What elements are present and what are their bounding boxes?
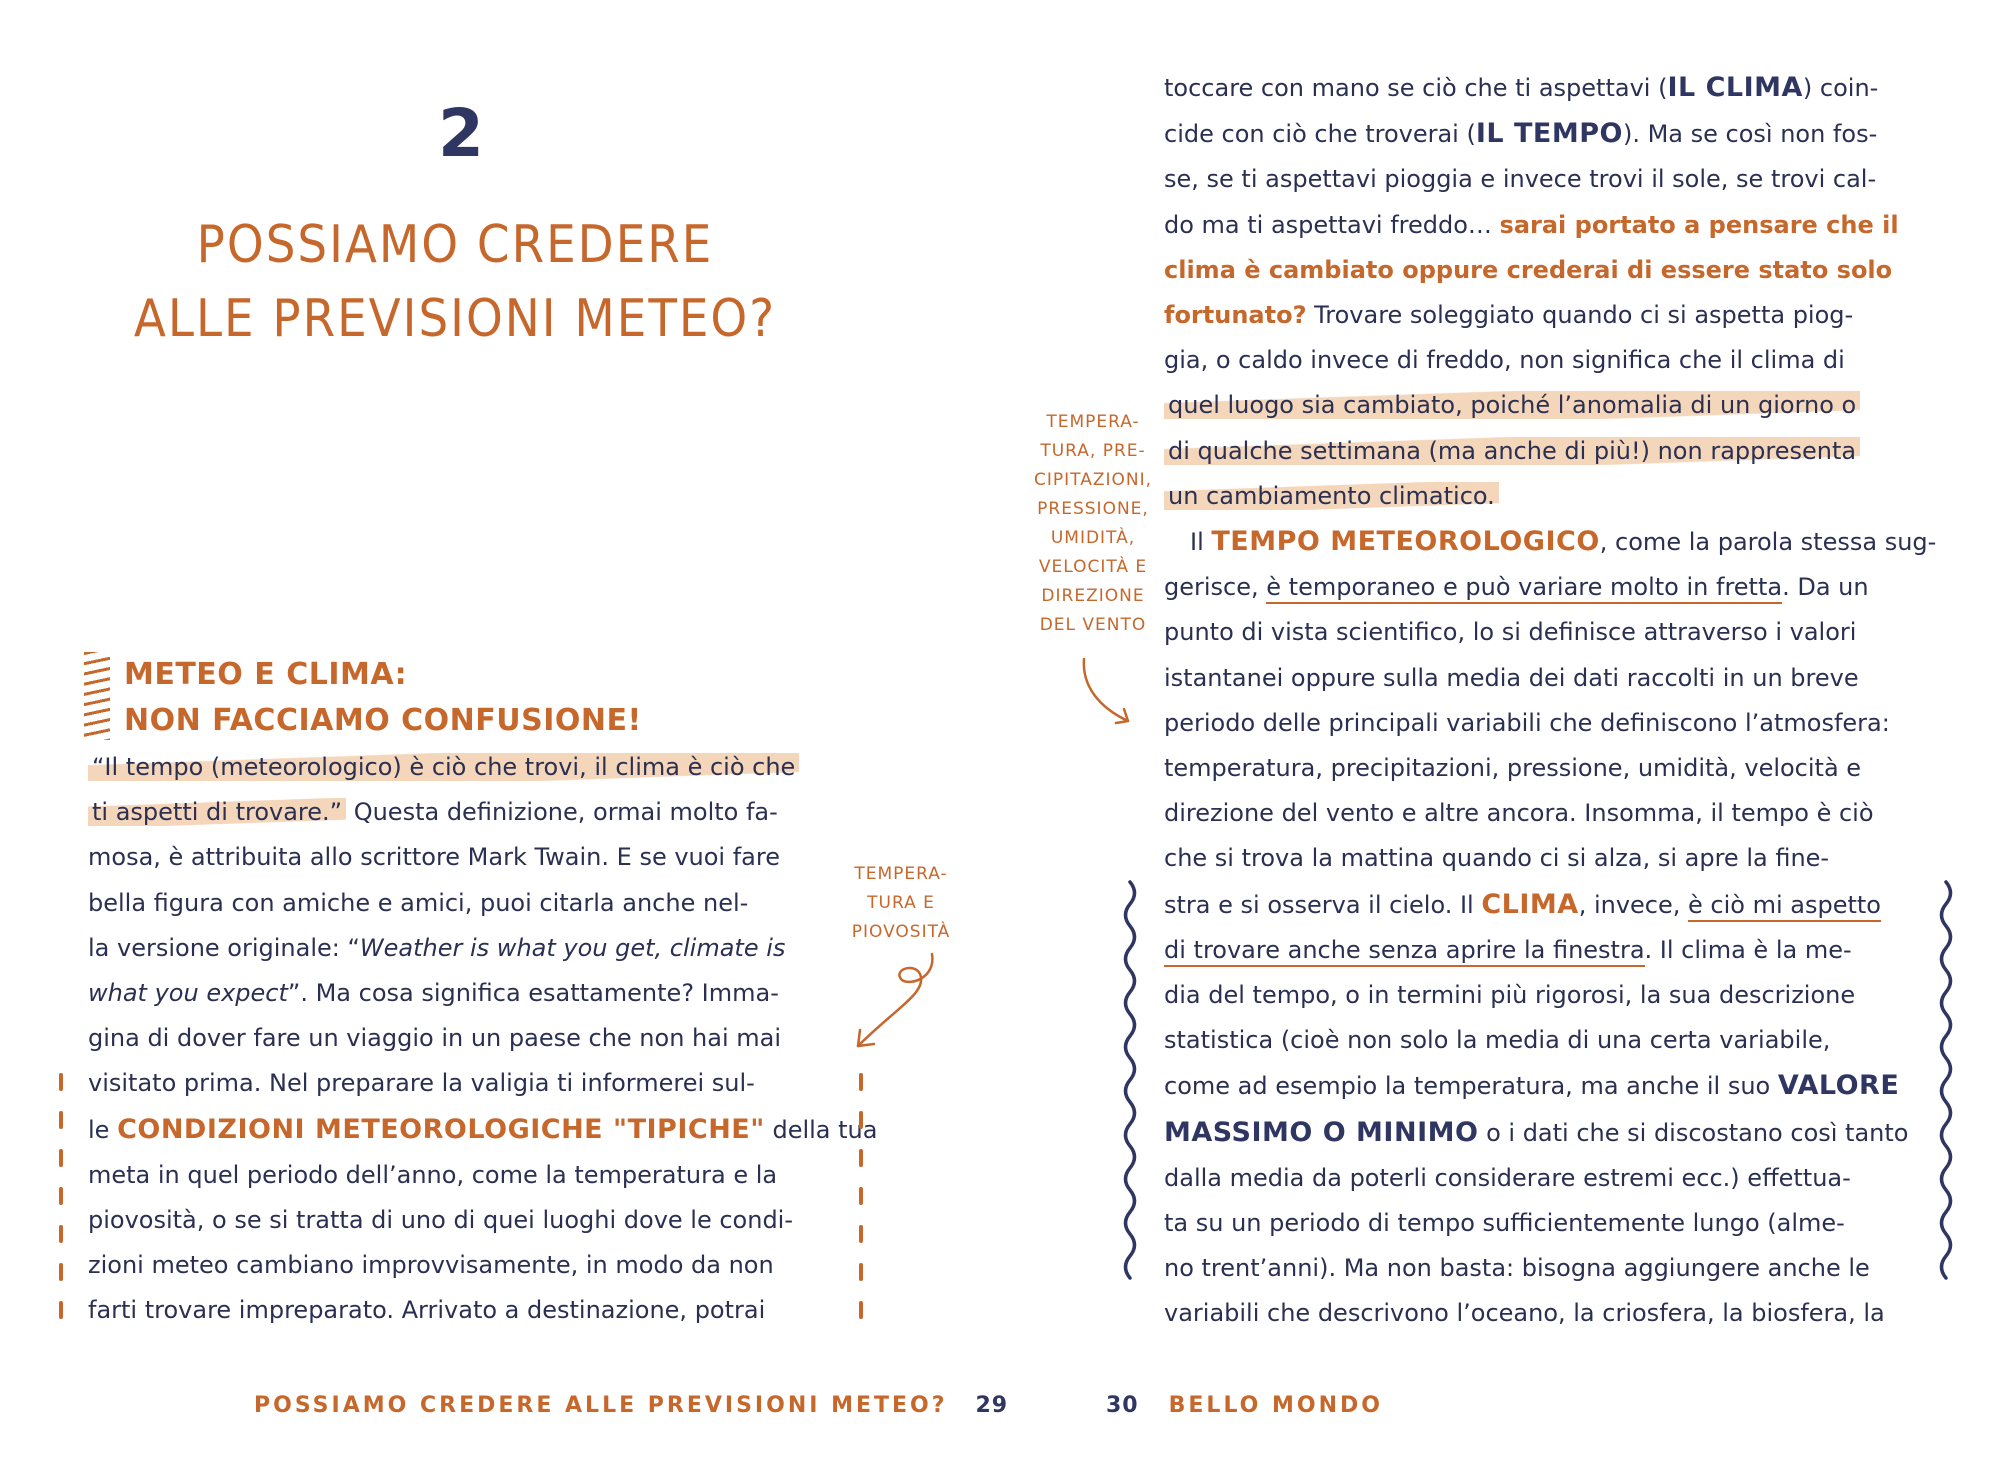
right-wavy-line — [1936, 880, 1956, 1290]
body-line: ta su un periodo di tempo sufficientemente lungo (alme- — [1164, 1209, 1845, 1238]
body-line — [1164, 474, 1910, 519]
right-page — [1000, 0, 2000, 1460]
body-text-span: . Il clima è la me- — [1644, 935, 1852, 964]
bold-emphasis: fortunato? — [1164, 301, 1307, 330]
highlighted-text: quel luogo sia cambiato, poiché l’anomalia di un giorno o — [1164, 391, 1860, 419]
body-line — [1164, 565, 1910, 610]
body-text-span: toccare con mano se ciò che ti aspettavi ( — [1164, 74, 1668, 102]
body-line: zioni meteo cambiano improvvisamente, in modo da non — [88, 1251, 774, 1280]
body-text-span: o i dati che si discostano così tanto — [1478, 1118, 1909, 1147]
left-wavy-line — [1120, 880, 1140, 1290]
marginal-note-line: PIOVOSITÀ — [851, 922, 951, 942]
body-line — [88, 926, 830, 971]
body-line — [1164, 383, 1910, 428]
footer-title: POSSIAMO CREDERE ALLE PREVISIONI METEO? — [254, 1393, 948, 1418]
body-line — [1164, 1110, 1910, 1156]
marginal-note-line: TURA E — [867, 893, 935, 913]
keyword-il-clima: IL CLIMA — [1667, 72, 1803, 103]
left-dashed-margin-line — [55, 1075, 67, 1335]
left-footer — [254, 1393, 1008, 1418]
body-text-span: , invece, — [1578, 890, 1689, 919]
body-line: istantanei oppure sulla media dei dati raccolti in un breve — [1164, 663, 1859, 692]
body-line: punto di vista scientifico, lo si definisce attraverso i valori — [1164, 618, 1857, 647]
marginal-note-variabili-atmosfera — [1030, 408, 1156, 640]
highlighted-quote: “Il tempo (meteorologico) è ciò che trovi, il clima è ciò che — [88, 753, 799, 781]
body-line — [1164, 928, 1910, 973]
underlined-text: di trovare anche senza aprire la finestra — [1164, 936, 1645, 967]
body-text-span: le — [88, 1115, 118, 1144]
body-text-span: gerisce, — [1164, 573, 1267, 602]
body-line: statistica (cioè non solo la media di una certa variabile, — [1164, 1026, 1831, 1055]
section-heading-line-1: METEO E CLIMA: — [124, 657, 408, 692]
section-hatch-mark — [84, 652, 110, 740]
left-body-text — [88, 745, 878, 1334]
body-text-span: come ad esempio la temperatura, ma anche il suo — [1164, 1072, 1778, 1101]
body-line: gia, o caldo invece di freddo, non significa che il clima di — [1164, 346, 1845, 375]
highlighted-text: un cambiamento climatico. — [1164, 482, 1499, 510]
body-text-span: Il — [1190, 528, 1212, 557]
highlighted-quote: ti aspetti di trovare.” — [88, 798, 346, 826]
body-line: visitato prima. Nel preparare la valigia ti informerei sul- — [88, 1069, 755, 1098]
body-text-span: Questa definizione, ormai molto fa- — [346, 798, 778, 827]
english-quote: Weather is what you get, climate is — [359, 933, 786, 962]
body-text-span: , come la parola stessa sug- — [1599, 528, 1937, 557]
body-text-span: stra e si osserva il cielo. Il — [1164, 890, 1482, 919]
body-text-span: ). Ma se così non fos- — [1622, 120, 1878, 149]
chapter-title — [100, 208, 810, 356]
right-footer — [1106, 1393, 1383, 1418]
body-line — [1164, 429, 1910, 474]
page-number: 29 — [975, 1393, 1009, 1418]
body-text-span: do ma ti aspettavi freddo… — [1164, 210, 1500, 239]
keyword-massimo-minimo: MASSIMO O MINIMO — [1164, 1116, 1479, 1148]
right-dashed-margin-line — [855, 1075, 867, 1335]
body-line: che si trova la mattina quando ci si alza, si apre la fine- — [1164, 844, 1830, 873]
english-quote: what you expect — [88, 979, 288, 1008]
curly-arrow-icon — [840, 950, 950, 1060]
body-text-span: ) coin- — [1802, 74, 1879, 102]
body-text-span: Trovare soleggiato quando ci si aspetta piog- — [1306, 301, 1854, 330]
body-line: se, se ti aspettavi pioggia e invece trovi il sole, se trovi cal- — [1164, 165, 1877, 194]
body-text-span: ”. Ma cosa significa esattamente? Imma- — [287, 979, 779, 1008]
section-heading — [124, 652, 642, 744]
body-line — [1164, 882, 1910, 928]
body-line: piovosità, o se si tratta di uno di quei luoghi dove le condi- — [88, 1206, 794, 1235]
body-line: no trent’anni). Ma non basta: bisogna aggiungere anche le — [1164, 1254, 1870, 1283]
keyword-tempo-meteorologico: TEMPO METEOROLOGICO — [1211, 526, 1600, 558]
body-line — [1164, 293, 1910, 338]
body-line — [1164, 519, 1937, 565]
chapter-title-line-2: ALLE PREVISIONI METEO? — [133, 289, 777, 349]
body-line: temperatura, precipitazioni, pressione, umidità, velocità e — [1164, 754, 1862, 783]
arrow-icon — [1078, 655, 1138, 730]
marginal-note-temperatura-piovosita — [846, 860, 956, 947]
page-number: 30 — [1106, 1393, 1139, 1418]
body-text-span: della tua — [764, 1115, 878, 1144]
chapter-number: 2 — [438, 95, 484, 172]
marginal-note-line: DEL VENTO — [1039, 615, 1147, 635]
keyword-clima: CLIMA — [1481, 888, 1579, 920]
marginal-note-line: CIPITAZIONI, — [1033, 470, 1153, 490]
body-line: clima è cambiato oppure crederai di essere stato solo — [1164, 255, 1893, 284]
body-line: meta in quel periodo dell’anno, come la temperatura e la — [88, 1160, 778, 1189]
body-text-span: . Da un — [1782, 573, 1869, 602]
body-line: bella figura con amiche e amici, puoi citarla anche nel- — [88, 888, 749, 917]
body-line — [1164, 111, 1910, 157]
chapter-title-line-1: POSSIAMO CREDERE — [196, 215, 714, 275]
body-line — [1164, 203, 1910, 248]
marginal-note-line: TEMPERA- — [1046, 412, 1140, 432]
highlighted-text: di qualche settimana (ma anche di più!) non rappresenta — [1164, 437, 1860, 465]
marginal-note-line: PRESSIONE, — [1037, 499, 1149, 519]
bold-emphasis: sarai portato a pensare che il — [1499, 210, 1899, 239]
keyword-il-tempo: IL TEMPO — [1475, 118, 1623, 150]
body-line — [1164, 65, 1910, 111]
underlined-text: è temporaneo e può variare molto in fretta — [1266, 573, 1782, 604]
marginal-note-line: TEMPERA- — [854, 864, 948, 884]
body-line: periodo delle principali variabili che definiscono l’atmosfera: — [1164, 708, 1890, 737]
body-line: gina di dover fare un viaggio in un paese che non hai mai — [88, 1024, 781, 1053]
marginal-note-line: DIREZIONE — [1041, 586, 1145, 606]
body-line — [88, 1107, 878, 1153]
right-body-text — [1164, 65, 1937, 1337]
keyword-condizioni: CONDIZIONI METEOROLOGICHE "TIPICHE" — [117, 1113, 765, 1145]
marginal-note-line: VELOCITÀ E — [1038, 557, 1148, 577]
body-line: farti trovare impreparato. Arrivato a destinazione, potrai — [88, 1296, 766, 1325]
marginal-note-line: TURA, PRE- — [1040, 441, 1146, 461]
keyword-valore: VALORE — [1777, 1070, 1900, 1102]
body-line: mosa, è attribuita allo scrittore Mark Twain. E se vuoi fare — [88, 843, 780, 872]
body-line — [88, 971, 830, 1016]
body-line — [1164, 1063, 1910, 1109]
body-line: variabili che descrivono l’oceano, la criosfera, la biosfera, la — [1164, 1299, 1885, 1328]
footer-title: BELLO MONDO — [1168, 1393, 1384, 1418]
body-line — [88, 745, 830, 790]
body-line: dia del tempo, o in termini più rigorosi, la sua descrizione — [1164, 981, 1856, 1010]
underlined-text: è ciò mi aspetto — [1688, 891, 1881, 922]
body-text-span: la versione originale: “ — [88, 933, 360, 962]
body-line — [88, 790, 830, 835]
body-line: dalla media da poterli considerare estremi ecc.) effettua- — [1164, 1163, 1851, 1192]
body-line: direzione del vento e altre ancora. Insomma, il tempo è ciò — [1164, 799, 1874, 828]
marginal-note-line: UMIDITÀ, — [1050, 528, 1136, 548]
section-heading-line-2: NON FACCIAMO CONFUSIONE! — [124, 703, 642, 738]
body-text-span: cide con ciò che troverai ( — [1164, 120, 1476, 149]
